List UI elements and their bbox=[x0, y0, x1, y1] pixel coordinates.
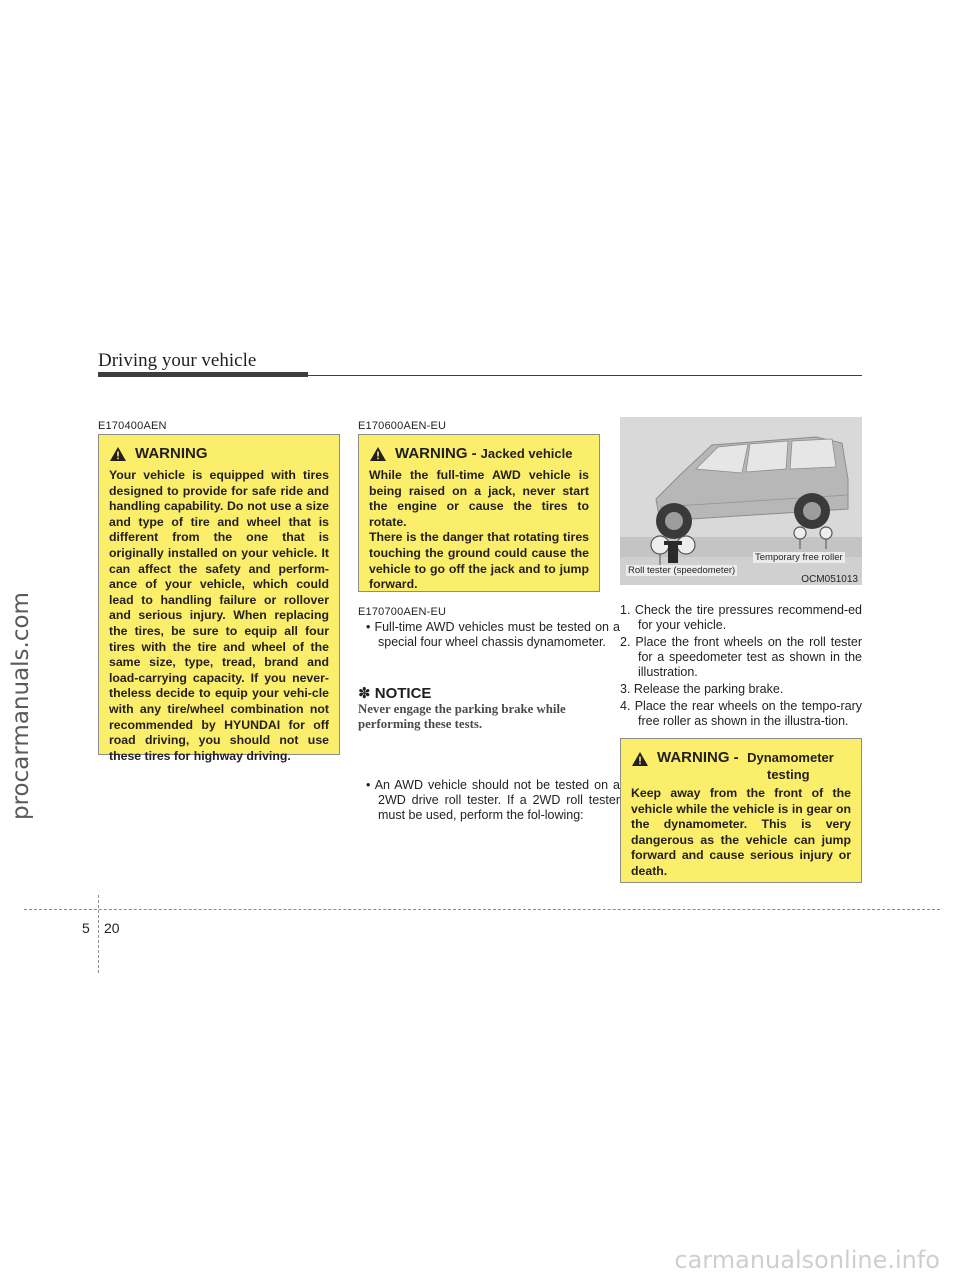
warning-subtitle-cont: testing bbox=[767, 767, 810, 782]
warning-triangle-icon bbox=[109, 446, 127, 462]
warning-title: WARNING bbox=[135, 445, 208, 462]
figure-label-roll-tester: Roll tester (speedometer) bbox=[628, 565, 736, 576]
warning-box-dynamometer bbox=[620, 738, 862, 883]
warning-header bbox=[109, 445, 329, 462]
bullet-dot: • bbox=[366, 778, 375, 792]
warning-header bbox=[369, 445, 589, 462]
warning-title: WARNING - bbox=[657, 749, 739, 766]
warning-text-1: While the full-time AWD vehicle is being raised on a jack, never start the engine or cause the tires to rotate. bbox=[369, 468, 589, 529]
header-rule-thick bbox=[98, 372, 308, 377]
warning-box-jacked bbox=[358, 434, 600, 592]
warning-box-tires bbox=[98, 434, 340, 763]
warning-subtitle: Jacked vehicle bbox=[480, 446, 573, 461]
figure-code: OCM051013 bbox=[801, 574, 858, 585]
section-code: E170400AEN bbox=[98, 420, 167, 432]
warning-header bbox=[631, 749, 851, 782]
footer-watermark: carmanualsonline.info bbox=[674, 1246, 940, 1274]
step-item: 1. Check the tire pressures recommend-ed for your vehicle. bbox=[620, 603, 862, 632]
page-number: 20 bbox=[104, 920, 120, 936]
warning-text-2: There is the danger that rotating tires touching the ground could cause the vehicle to go off the jack and to jump forward. bbox=[369, 530, 589, 592]
steps-list bbox=[620, 603, 862, 731]
warning-text: Your vehicle is equipped with tires designed to provide for safe ride and handling capability. Do not use a size and type of tire and wheel that is different from the one that is originally installed on your vehicle. It can affect the safety and perform-ance of your vehicle, which could lead to handling failure or rollover and serious injury. When replacing the tires, be sure to equip all four tires with the tire and wheel of the same size, type, tread, brand and load-carrying capacity. If you never-theless decide to equip your vehi-cle with any tire/wheel combination not recommended by HYUNDAI for off road driving, you should not use these tires for highway driving. bbox=[109, 468, 329, 763]
footer-dashed-divider bbox=[98, 895, 99, 973]
bullet-item bbox=[358, 620, 620, 650]
step-item: 3. Release the parking brake. bbox=[620, 682, 784, 696]
bullet-text: An AWD vehicle should not be tested on a 2WD drive roll tester. If a 2WD roll tester must be used, perform the fol-lowing: bbox=[374, 778, 620, 822]
page-header-title: Driving your vehicle bbox=[98, 350, 257, 371]
step-item: 4. Place the rear wheels on the tempo-rary free roller as shown in the illustra-tion. bbox=[620, 699, 862, 728]
bullet-text: Full-time AWD vehicles must be tested on a special four wheel chassis dynamometer. bbox=[374, 620, 621, 649]
bullet-item bbox=[358, 778, 620, 823]
section-code: E170600AEN-EU bbox=[358, 420, 447, 432]
warning-triangle-icon bbox=[369, 446, 387, 462]
notice-title: NOTICE bbox=[374, 685, 432, 702]
warning-text: Keep away from the front of the vehicle while the vehicle is in gear on the dynamometer. This is very dangerous as the vehicle can jump forward and cause serious injury or death. bbox=[631, 786, 851, 878]
footer-dashed-rule bbox=[24, 909, 940, 910]
section-number: 5 bbox=[82, 920, 90, 936]
warning-heading-text bbox=[657, 749, 834, 782]
warning-triangle-icon bbox=[631, 751, 649, 767]
warning-title: WARNING - bbox=[395, 445, 477, 462]
notice-block bbox=[358, 684, 600, 732]
dynamometer-illustration bbox=[620, 417, 862, 585]
notice-text: Never engage the parking brake while performing these tests. bbox=[358, 702, 566, 731]
warning-subtitle: Dynamometer bbox=[747, 750, 834, 765]
figure-label-temporary-free-roller: Temporary free roller bbox=[755, 552, 843, 563]
side-watermark: procarmanuals.com bbox=[8, 592, 34, 820]
header-rule-thin bbox=[308, 375, 862, 376]
notice-heading bbox=[358, 684, 600, 702]
notice-symbol-icon: ✽ bbox=[358, 685, 371, 702]
step-item: 2. Place the front wheels on the roll tester for a speedometer test as shown in the illustration. bbox=[620, 635, 862, 679]
bullet-dot: • bbox=[366, 620, 375, 634]
section-code: E170700AEN-EU bbox=[358, 606, 447, 618]
